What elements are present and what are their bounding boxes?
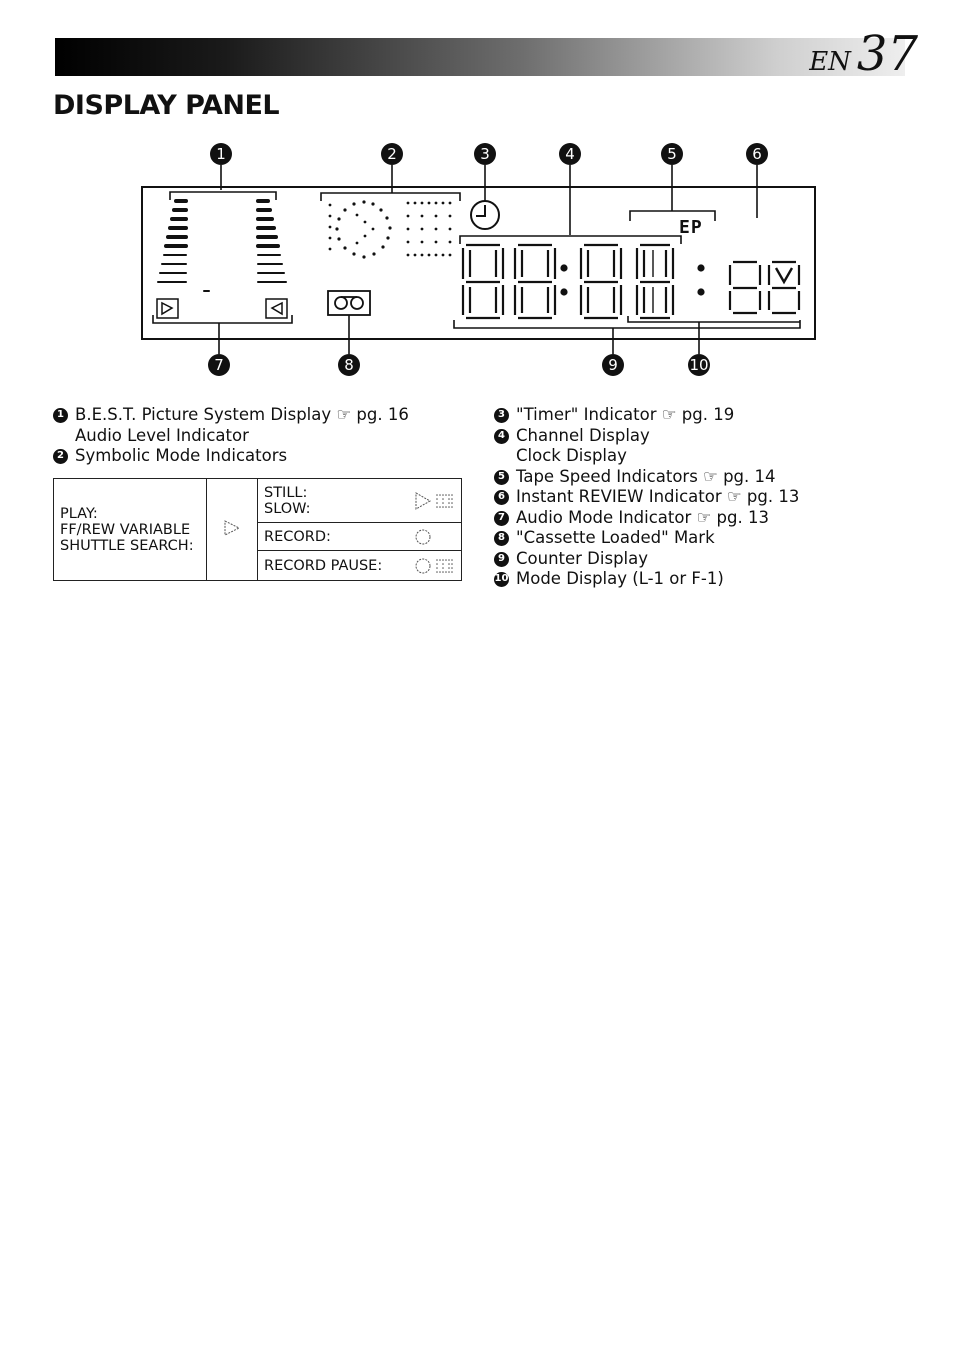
- legend-text: Tape Speed Indicators ☞ pg. 14: [516, 466, 776, 486]
- callout-7-label: 7: [214, 356, 224, 374]
- audio-level-indicator: [158, 201, 286, 291]
- legend-item-5: [494, 467, 799, 488]
- label-still: STILL:: [264, 484, 308, 501]
- callout-4-label: 4: [565, 145, 575, 163]
- legend-left: [53, 405, 409, 467]
- legend-item-10: [494, 569, 799, 590]
- legend-right: [494, 405, 799, 590]
- legend-bullet: 6: [494, 490, 509, 505]
- callout-10: [688, 354, 710, 376]
- callout-8: [338, 354, 360, 376]
- callout-10-label: 10: [689, 356, 709, 374]
- label-play: PLAY:: [60, 505, 98, 522]
- legend-bullet: 2: [53, 449, 68, 464]
- callout-2-label: 2: [387, 145, 397, 163]
- modes-row-still-slow: [258, 479, 462, 523]
- modes-play-icon-cell: [207, 479, 258, 581]
- modes-row-record: [258, 523, 462, 551]
- callout-3-label: 3: [480, 145, 490, 163]
- legend-bullet: 10: [494, 572, 509, 587]
- legend-item-4: [494, 426, 799, 447]
- legend-bullet: 4: [494, 429, 509, 444]
- callout-7: [208, 354, 230, 376]
- legend-item-1: [53, 405, 409, 426]
- symbolic-modes-table: [53, 478, 462, 581]
- legend-text: "Cassette Loaded" Mark: [516, 528, 715, 547]
- tape-speed-ep: EP: [679, 217, 703, 238]
- legend-item-7: [494, 508, 799, 529]
- legend-item-2: [53, 446, 409, 467]
- modes-left-label-cell: [54, 479, 207, 581]
- callout-9-label: 9: [608, 356, 618, 374]
- callout-9: [602, 354, 624, 376]
- callout-5: [661, 143, 683, 165]
- callout-2: [381, 143, 403, 165]
- label-shuttle: SHUTTLE SEARCH:: [60, 537, 194, 554]
- callout-8-label: 8: [344, 356, 354, 374]
- label-ffrew: FF/REW VARIABLE: [60, 521, 191, 538]
- callout-5-label: 5: [667, 145, 677, 163]
- panel-frame: [142, 187, 815, 339]
- callout-1: [210, 143, 232, 165]
- leader-lines: [153, 165, 800, 354]
- legend-text: Counter Display: [516, 548, 648, 568]
- legend-bullet: 8: [494, 531, 509, 546]
- record-circle-icon: [413, 527, 455, 547]
- section-title: DISPLAY PANEL: [53, 90, 280, 121]
- legend-bullet: 1: [53, 408, 68, 423]
- play-still-icon: [413, 491, 455, 511]
- callout-3: [474, 143, 496, 165]
- label-slow: SLOW:: [264, 500, 311, 517]
- page-number-value: 37: [856, 26, 918, 82]
- page-lang: EN: [809, 47, 851, 77]
- callout-1-label: 1: [216, 145, 226, 163]
- modes-row-record-pause: [258, 551, 462, 581]
- legend-continuation: Audio Level Indicator: [75, 425, 249, 445]
- legend-text: Instant REVIEW Indicator ☞ pg. 13: [516, 487, 800, 506]
- legend-text: Audio Mode Indicator ☞ pg. 13: [516, 507, 769, 527]
- legend-text: "Timer" Indicator ☞ pg. 19: [516, 405, 735, 424]
- play-triangle-icon: [222, 519, 242, 537]
- legend-continuation: Clock Display: [516, 446, 627, 465]
- legend-bullet: 3: [494, 408, 509, 423]
- legend-text: Channel Display: [516, 425, 650, 445]
- display-panel-diagram: [0, 0, 954, 400]
- callout-6-label: 6: [752, 145, 762, 163]
- legend-bullet: 7: [494, 511, 509, 526]
- legend-item-6: [494, 487, 799, 508]
- callout-4: [559, 143, 581, 165]
- legend-text: B.E.S.T. Picture System Display ☞ pg. 16: [75, 405, 409, 424]
- legend-text: Mode Display (L-1 or F-1): [516, 569, 724, 588]
- timer-clock-icon: [471, 201, 499, 229]
- record-pause-icon: [413, 556, 455, 576]
- legend-text: Symbolic Mode Indicators: [75, 446, 288, 465]
- best-dotted-display: [329, 200, 452, 258]
- label-record-pause: RECORD PAUSE:: [264, 557, 383, 574]
- speaker-icon: [157, 299, 287, 318]
- seven-segment-digits: [463, 245, 799, 318]
- legend-item-9: [494, 549, 799, 570]
- callout-6: [746, 143, 768, 165]
- cassette-icon: [328, 291, 370, 315]
- legend-bullet: 5: [494, 470, 509, 485]
- legend-item-3: [494, 405, 799, 426]
- label-record: RECORD:: [264, 528, 331, 545]
- legend-item-8: [494, 528, 799, 549]
- legend-bullet: 9: [494, 552, 509, 567]
